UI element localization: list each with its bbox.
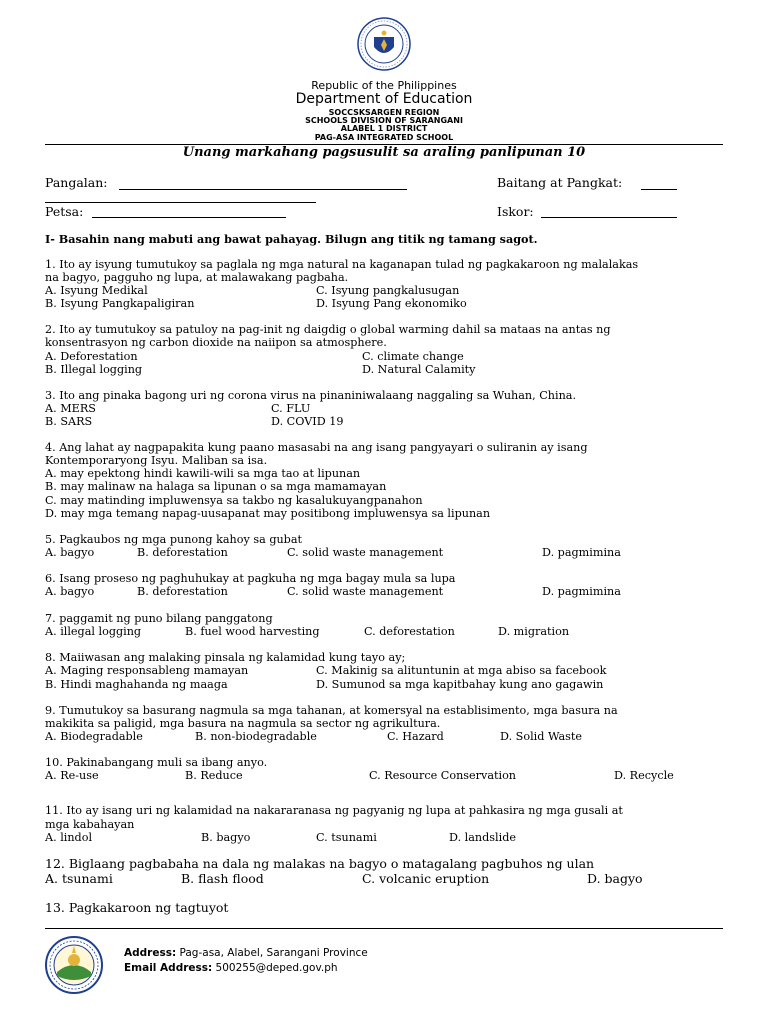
date-label: Petsa: (45, 204, 84, 219)
question-11-choice-d[interactable]: D. landslide (449, 831, 516, 844)
question-12-choice-c[interactable]: C. volcanic eruption (362, 871, 490, 886)
question-9-text: 9. Tumutukoy sa basurang nagmula sa mga tahanan, at komersyal na establisimento, mga basura na (45, 704, 618, 717)
question-5-text: 5. Pagkaubos ng mga punong kahoy sa gubat (45, 533, 303, 546)
question-2-choice-c[interactable]: C. climate change (362, 350, 464, 363)
footer-address (124, 947, 368, 959)
question-10-choice-b[interactable]: B. Reduce (185, 769, 243, 782)
question-2-choice-b[interactable]: B. Illegal logging (45, 363, 143, 376)
question-6-choice-b[interactable]: B. deforestation (137, 585, 228, 598)
question-7-choice-b[interactable]: B. fuel wood harvesting (185, 625, 320, 638)
question-6-text: 6. Isang proseso ng paghuhukay at pagkuha ng mga bagay mula sa lupa (45, 572, 456, 585)
footer-address-value: Pag-asa, Alabel, Sarangani Province (176, 947, 368, 959)
grade-field[interactable] (641, 189, 677, 190)
question-6-choice-d[interactable]: D. pagmimina (542, 585, 621, 598)
question-9-text-cont: makikita sa paligid, mga basura na nagmula sa sector ng agrikultura. (45, 717, 441, 730)
question-9-choice-c[interactable]: C. Hazard (387, 730, 444, 743)
question-6-choice-c[interactable]: C. solid waste management (287, 585, 444, 598)
question-3-choice-d[interactable]: D. COVID 19 (271, 415, 344, 428)
grade-label: Baitang at Pangkat: (497, 175, 623, 190)
question-13-text: 13. Pagkakaroon ng tagtuyot (45, 900, 229, 915)
question-3-choice-a[interactable]: A. MERS (45, 402, 96, 415)
question-11-choice-a[interactable]: A. lindol (45, 831, 93, 844)
name-field[interactable] (119, 189, 407, 190)
question-4-choice-c[interactable]: C. may matinding impluwensya sa takbo ng kasalukuyangpanahon (45, 494, 423, 507)
question-9-choice-a[interactable]: A. Biodegradable (45, 730, 143, 743)
question-7-choice-d[interactable]: D. migration (498, 625, 570, 638)
question-10-choice-d[interactable]: D. Recycle (614, 769, 674, 782)
question-11-choice-b[interactable]: B. bagyo (201, 831, 251, 844)
question-11-text: 11. Ito ay isang uri ng kalamidad na nakararanasa ng pagyanig ng lupa at pahkasira ng mga gusali at (45, 804, 623, 817)
date-field[interactable] (92, 217, 286, 218)
question-11-text-cont: mga kabahayan (45, 818, 135, 831)
department-line: Department of Education (295, 91, 473, 107)
deped-seal-icon (357, 17, 411, 71)
question-5-choice-d[interactable]: D. pagmimina (542, 546, 621, 559)
question-2-choice-d[interactable]: D. Natural Calamity (362, 363, 476, 376)
question-1-choice-d[interactable]: D. Isyung Pang ekonomiko (316, 297, 467, 310)
exam-title: Unang markahang pagsusulit sa araling panlipunan 10 (182, 145, 586, 160)
question-1-text-cont: na bagyo, pagguho ng lupa, at malawakang pagbaha. (45, 271, 349, 284)
question-8-choice-d[interactable]: D. Sumunod sa mga kapitbahay kung ano gagawin (316, 678, 604, 691)
question-2-choice-a[interactable]: A. Deforestation (45, 350, 138, 363)
question-12-text: 12. Biglaang pagbabaha na dala ng malakas na bagyo o matagalang pagbuhos ng ulan (45, 856, 595, 871)
name-label: Pangalan: (45, 175, 108, 190)
question-7-text: 7. paggamit ng puno bilang panggatong (45, 612, 273, 625)
question-3-text: 3. Ito ang pinaka bagong uri ng corona virus na pinaniniwalaang naggaling sa Wuhan, China. (45, 389, 577, 402)
question-12-choice-d[interactable]: D. bagyo (587, 871, 643, 886)
footer-email-value[interactable]: 500255@deped.gov.ph (212, 962, 338, 974)
question-8-choice-a[interactable]: A. Maging responsableng mamayan (45, 664, 249, 677)
question-7-choice-c[interactable]: C. deforestation (364, 625, 455, 638)
question-5-choice-c[interactable]: C. solid waste management (287, 546, 444, 559)
question-5-choice-b[interactable]: B. deforestation (137, 546, 228, 559)
question-10-choice-a[interactable]: A. Re-use (45, 769, 99, 782)
question-7-choice-a[interactable]: A. illegal logging (45, 625, 142, 638)
question-4-choice-a[interactable]: A. may epektong hindi kawili-wili sa mga tao at lipunan (45, 467, 361, 480)
question-1-choice-a[interactable]: A. Isyung Medikal (45, 284, 148, 297)
footer-email-label: Email Address: (124, 962, 213, 974)
score-label: Iskor: (497, 204, 534, 219)
question-10-choice-c[interactable]: C. Resource Conservation (369, 769, 517, 782)
question-5-choice-a[interactable]: A. bagyo (45, 546, 95, 559)
question-1-choice-b[interactable]: B. Isyung Pangkapaligiran (45, 297, 195, 310)
district-line: ALABEL 1 DISTRICT (340, 124, 428, 133)
instructions: I- Basahin nang mabuti ang bawat pahayag. Bilugn ang titik ng tamang sagot. (45, 232, 538, 246)
footer-divider (45, 928, 723, 929)
question-2-text: 2. Ito ay tumutukoy sa patuloy na pag-init ng daigdig o global warming dahil sa mataas na antas ng (45, 323, 611, 336)
footer-email (124, 962, 338, 974)
question-11-choice-c[interactable]: C. tsunami (316, 831, 377, 844)
question-9-choice-b[interactable]: B. non-biodegradable (195, 730, 317, 743)
question-1-choice-c[interactable]: C. Isyung pangkalusugan (316, 284, 460, 297)
question-12-choice-b[interactable]: B. flash flood (181, 871, 264, 886)
footer-address-label: Address: (124, 947, 177, 959)
question-9-choice-d[interactable]: D. Solid Waste (500, 730, 583, 743)
school-logo-icon (45, 936, 103, 994)
question-2-text-cont: konsentrasyon ng carbon dioxide na naiipon sa atmosphere. (45, 336, 387, 349)
question-8-text: 8. Maiiwasan ang malaking pinsala ng kalamidad kung tayo ay; (45, 651, 406, 664)
question-8-choice-b[interactable]: B. Hindi maghahanda ng maaga (45, 678, 228, 691)
question-4-choice-d[interactable]: D. may mga temang napag-uusapanat may positibong impluwensya sa lipunan (45, 507, 491, 520)
question-8-choice-c[interactable]: C. Makinig sa alituntunin at mga abiso sa facebook (316, 664, 607, 677)
school-line: PAG-ASA INTEGRATED SCHOOL (314, 133, 454, 142)
question-4-text: 4. Ang lahat ay nagpapakita kung paano masasabi na ang isang pangyayari o suliranin ay isang (45, 441, 588, 454)
question-12-choice-a[interactable]: A. tsunami (45, 871, 113, 886)
question-1-text: 1. Ito ay isyung tumutukoy sa paglala ng mga natural na kaganapan tulad ng pagkakaroon ng malalakas (45, 258, 639, 271)
region-line: SOCCSKSARGEN REGION (328, 108, 440, 117)
question-6-choice-a[interactable]: A. bagyo (45, 585, 95, 598)
question-3-choice-b[interactable]: B. SARS (45, 415, 93, 428)
division-line: SCHOOLS DIVISION OF SARANGANI (305, 116, 463, 125)
question-3-choice-c[interactable]: C. FLU (271, 402, 311, 415)
republic-line: Republic of the Philippines (311, 79, 457, 92)
question-10-text: 10. Pakinabangang muli sa ibang anyo. (45, 756, 268, 769)
question-4-choice-b[interactable]: B. may malinaw na halaga sa lipunan o sa mga mamamayan (45, 480, 387, 493)
question-4-text-cont: Kontemporaryong Isyu. Maliban sa isa. (45, 454, 268, 467)
name-field-extension[interactable] (45, 202, 316, 203)
score-field[interactable] (541, 217, 677, 218)
